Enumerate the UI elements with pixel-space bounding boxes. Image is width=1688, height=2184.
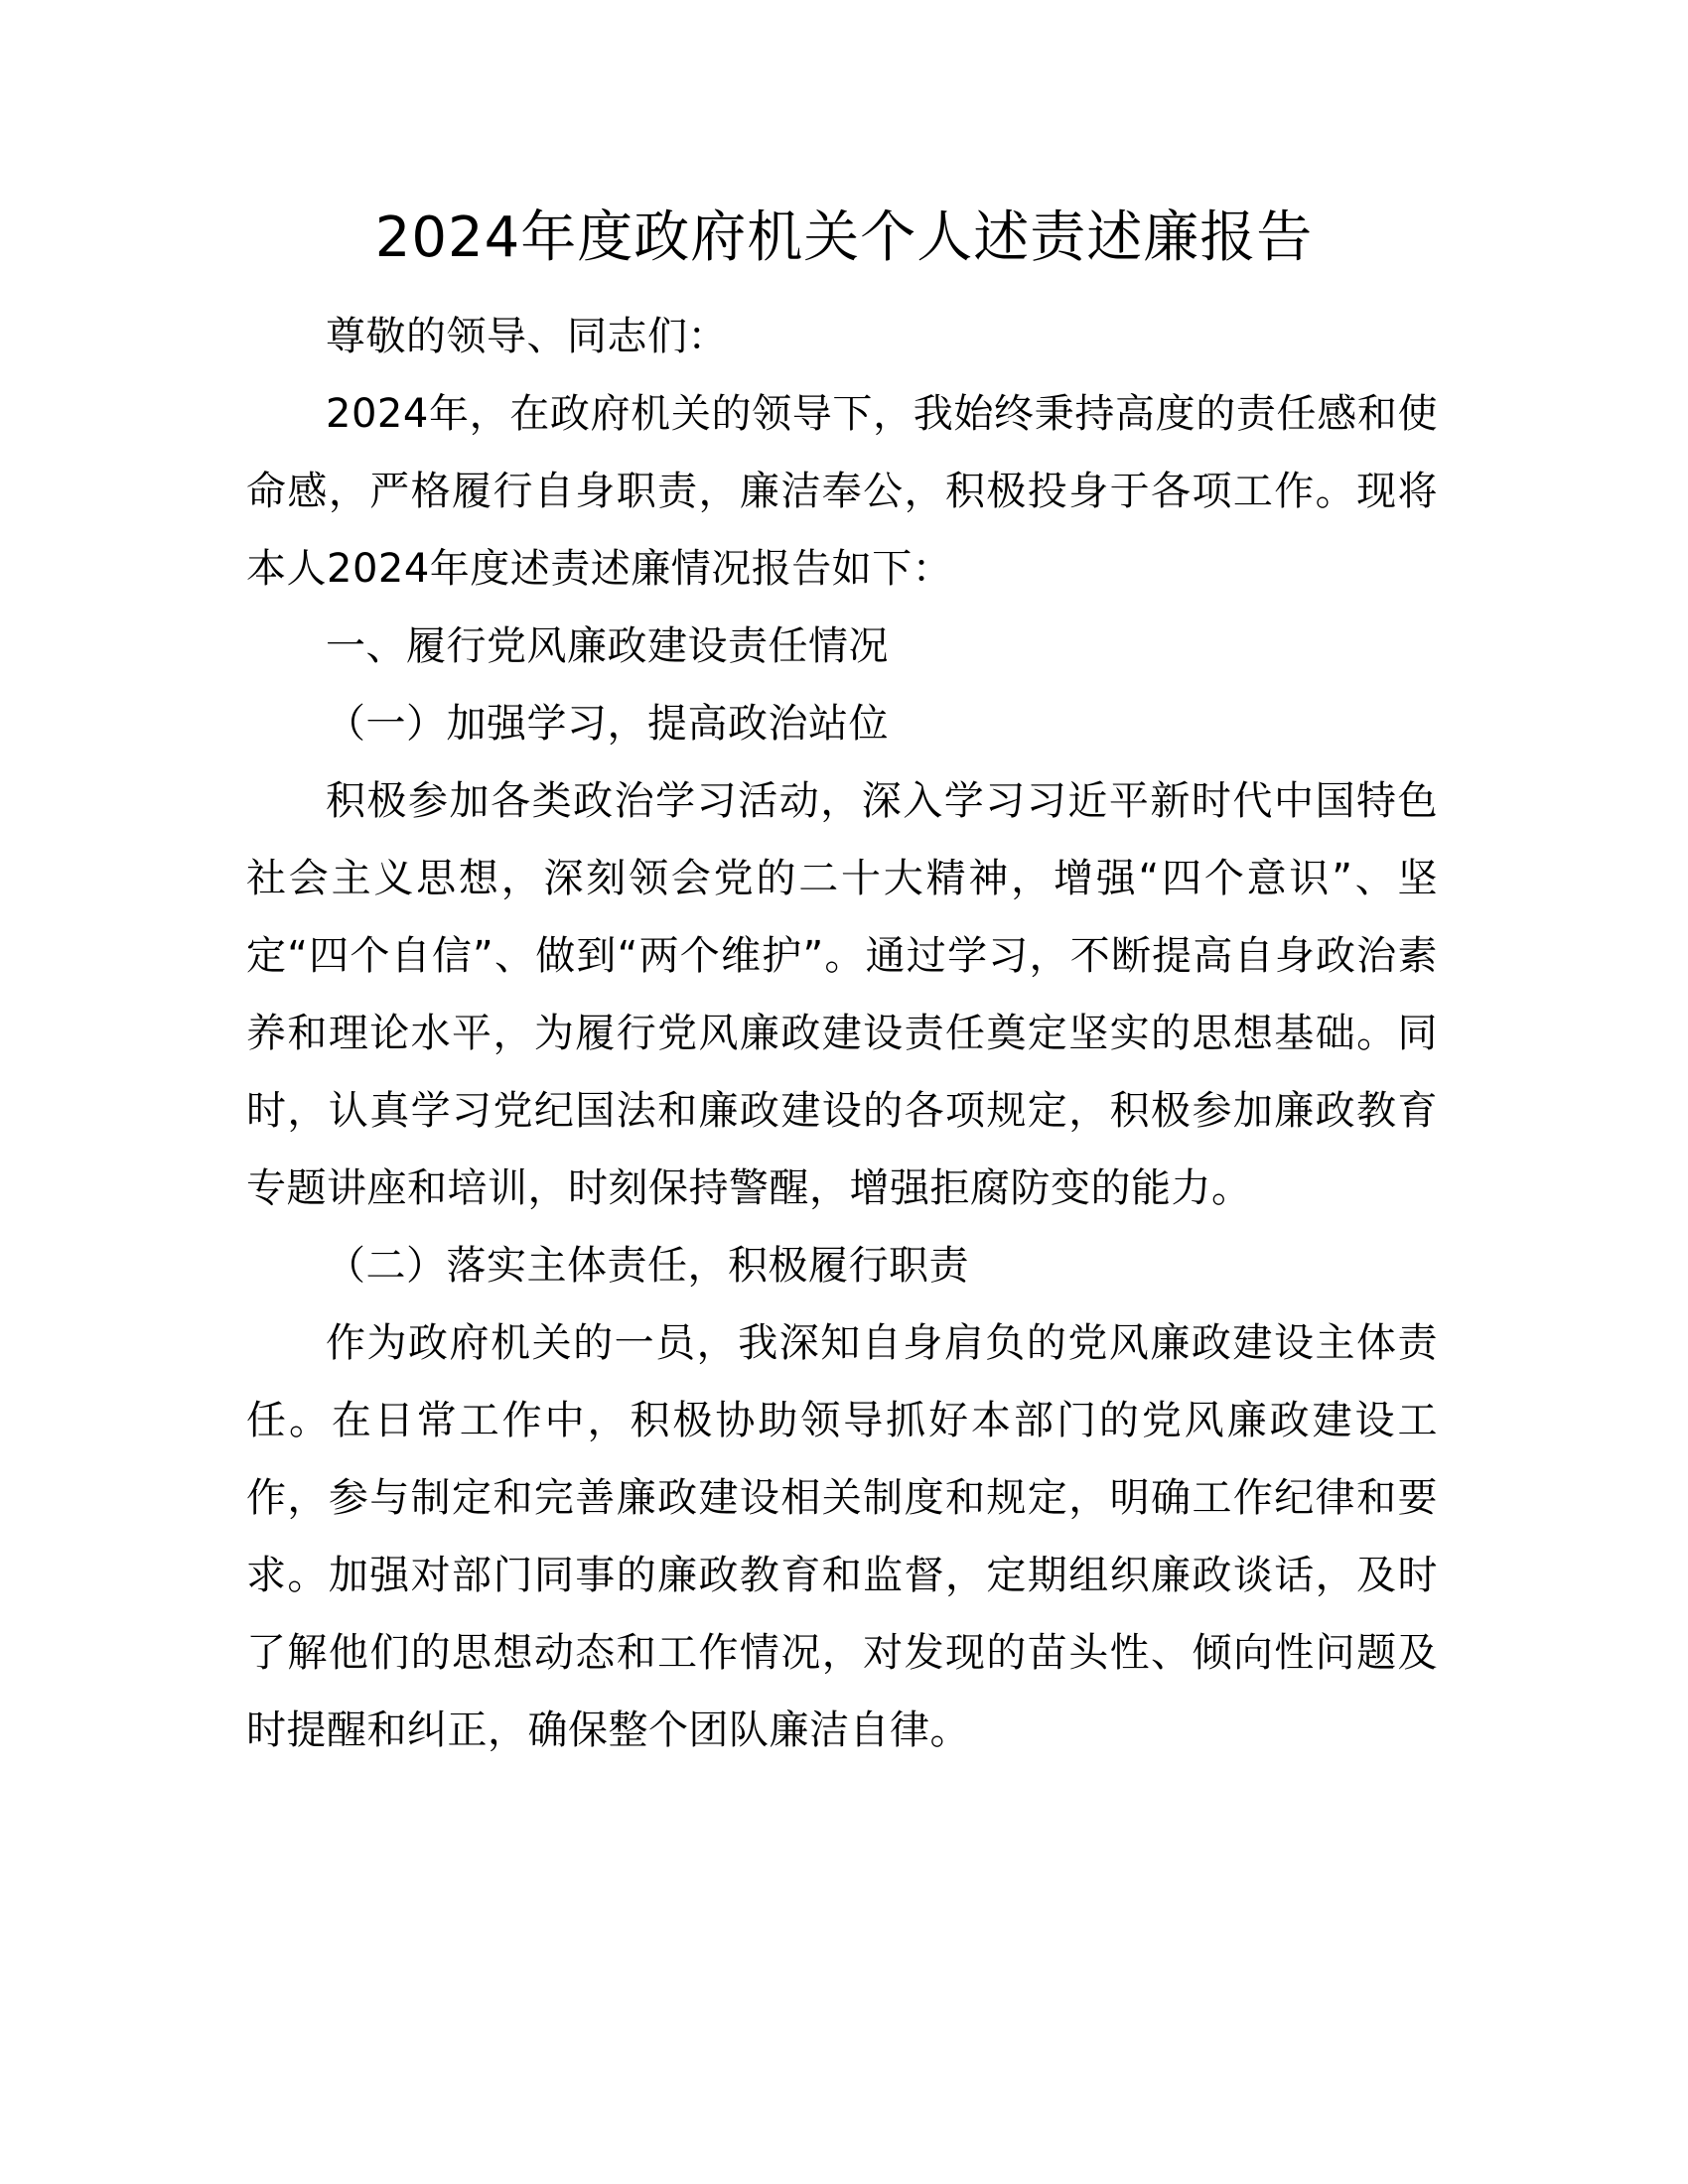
- subsection-paragraph-2: 作为政府机关的一员，我深知自身肩负的党风廉政建设主体责任。在日常工作中，积极协助领导抓好本部门的党风廉政建设工作，参与制定和完善廉政建设相关制度和规定，明确工作纪律和要求。加强对部门同事的廉政教育和监督，定期组织廉政谈话，及时了解他们的思想动态和工作情况，对发现的苗头性、倾向性问题及时提醒和纠正，确保整个团队廉洁自律。: [246, 1320, 1438, 1753]
- document-body: [246, 298, 1438, 1769]
- salutation: 尊敬的领导、同志们：: [326, 314, 728, 359]
- intro-paragraph: 2024年，在政府机关的领导下，我始终秉持高度的责任感和使命感，严格履行自身职责，廉洁奉公，积极投身于各项工作。现将本人2024年度述责述廉情况报告如下：: [246, 391, 1438, 592]
- subsection-heading-2: （二）落实主体责任，积极履行职责: [326, 1243, 969, 1289]
- section-heading-1: 一、履行党风廉政建设责任情况: [326, 623, 889, 669]
- subsection-heading-1: （一）加强学习，提高政治站位: [326, 701, 889, 747]
- document-title: 2024年度政府机关个人述责述廉报告: [374, 205, 1314, 270]
- subsection-paragraph-1: 积极参加各类政治学习活动，深入学习习近平新时代中国特色社会主义思想，深刻领会党的二十大精神，增强“四个意识”、坚定“四个自信”、做到“两个维护”。通过学习，不断提高自身政治素养和理论水平，为履行党风廉政建设责任奠定坚实的思想基础。同时，认真学习党纪国法和廉政建设的各项规定，积极参加廉政教育专题讲座和培训，时刻保持警醒，增强拒腐防变的能力。: [246, 778, 1438, 1211]
